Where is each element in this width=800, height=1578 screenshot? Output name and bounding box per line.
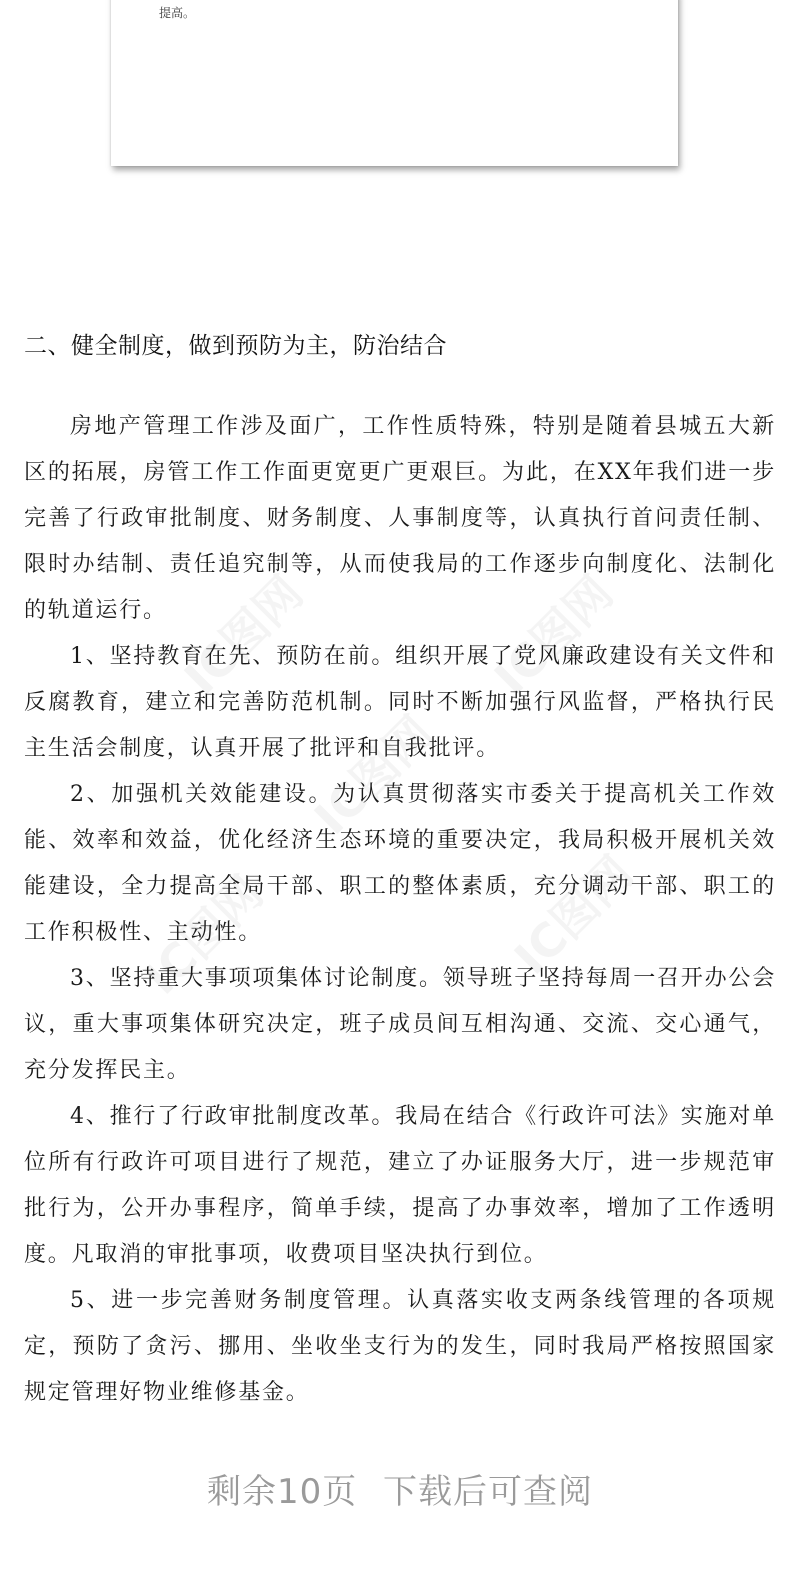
- download-to-view-text: 下载后可查阅: [383, 1472, 594, 1512]
- paragraph-intro: 房地产管理工作涉及面广，工作性质特殊，特别是随着县城五大新区的拓展，房管工作工作面更宽更广更艰巨。为此，在XX年我们进一步完善了行政审批制度、财务制度、人事制度等，认真执行首问责任制、限时办结制、责任追究制等，从而使我局的工作逐步向制度化、法制化的轨道运行。: [24, 414, 776, 623]
- paragraph-item-3: 3、坚持重大事项项集体讨论制度。领导班子坚持每周一召开办公会议，重大事项集体研究决定，班子成员间互相沟通、交流、交心通气，充分发挥民主。: [24, 966, 776, 1083]
- previous-page-tail-text: 提高。: [159, 6, 196, 20]
- paragraph-item-5: 5、进一步完善财务制度管理。认真落实收支两条线管理的各项规定，预防了贪污、挪用、坐收坐支行为的发生，同时我局严格按照国家规定管理好物业维修基金。: [24, 1288, 776, 1405]
- paragraph-item-1: 1、坚持教育在先、预防在前。组织开展了党风廉政建设有关文件和反腐教育，建立和完善防范机制。同时不断加强行风监督，严格执行民主生活会制度，认真开展了批评和自我批评。: [24, 644, 776, 761]
- previous-page-card: [111, 0, 678, 166]
- paragraph-item-2: 2、加强机关效能建设。为认真贯彻落实市委关于提高机关工作效能、效率和效益，优化经济生态环境的重要决定，我局积极开展机关效能建设，全力提高全局干部、职工的整体素质，充分调动干部、职工的工作积极性、主动性。: [24, 782, 776, 945]
- remaining-pages-prompt[interactable]: [0, 1464, 800, 1513]
- document-body: [24, 404, 776, 1416]
- remaining-pages-count: 剩余10页: [206, 1472, 358, 1512]
- paragraph-item-4: 4、推行了行政审批制度改革。我局在结合《行政许可法》实施对单位所有行政许可项目进行了规范，建立了办证服务大厅，进一步规范审批行为，公开办事程序，简单手续，提高了办事效率，增加了工作透明度。凡取消的审批事项，收费项目坚决执行到位。: [24, 1104, 776, 1267]
- section-heading: 二、健全制度，做到预防为主，防治结合: [24, 333, 447, 359]
